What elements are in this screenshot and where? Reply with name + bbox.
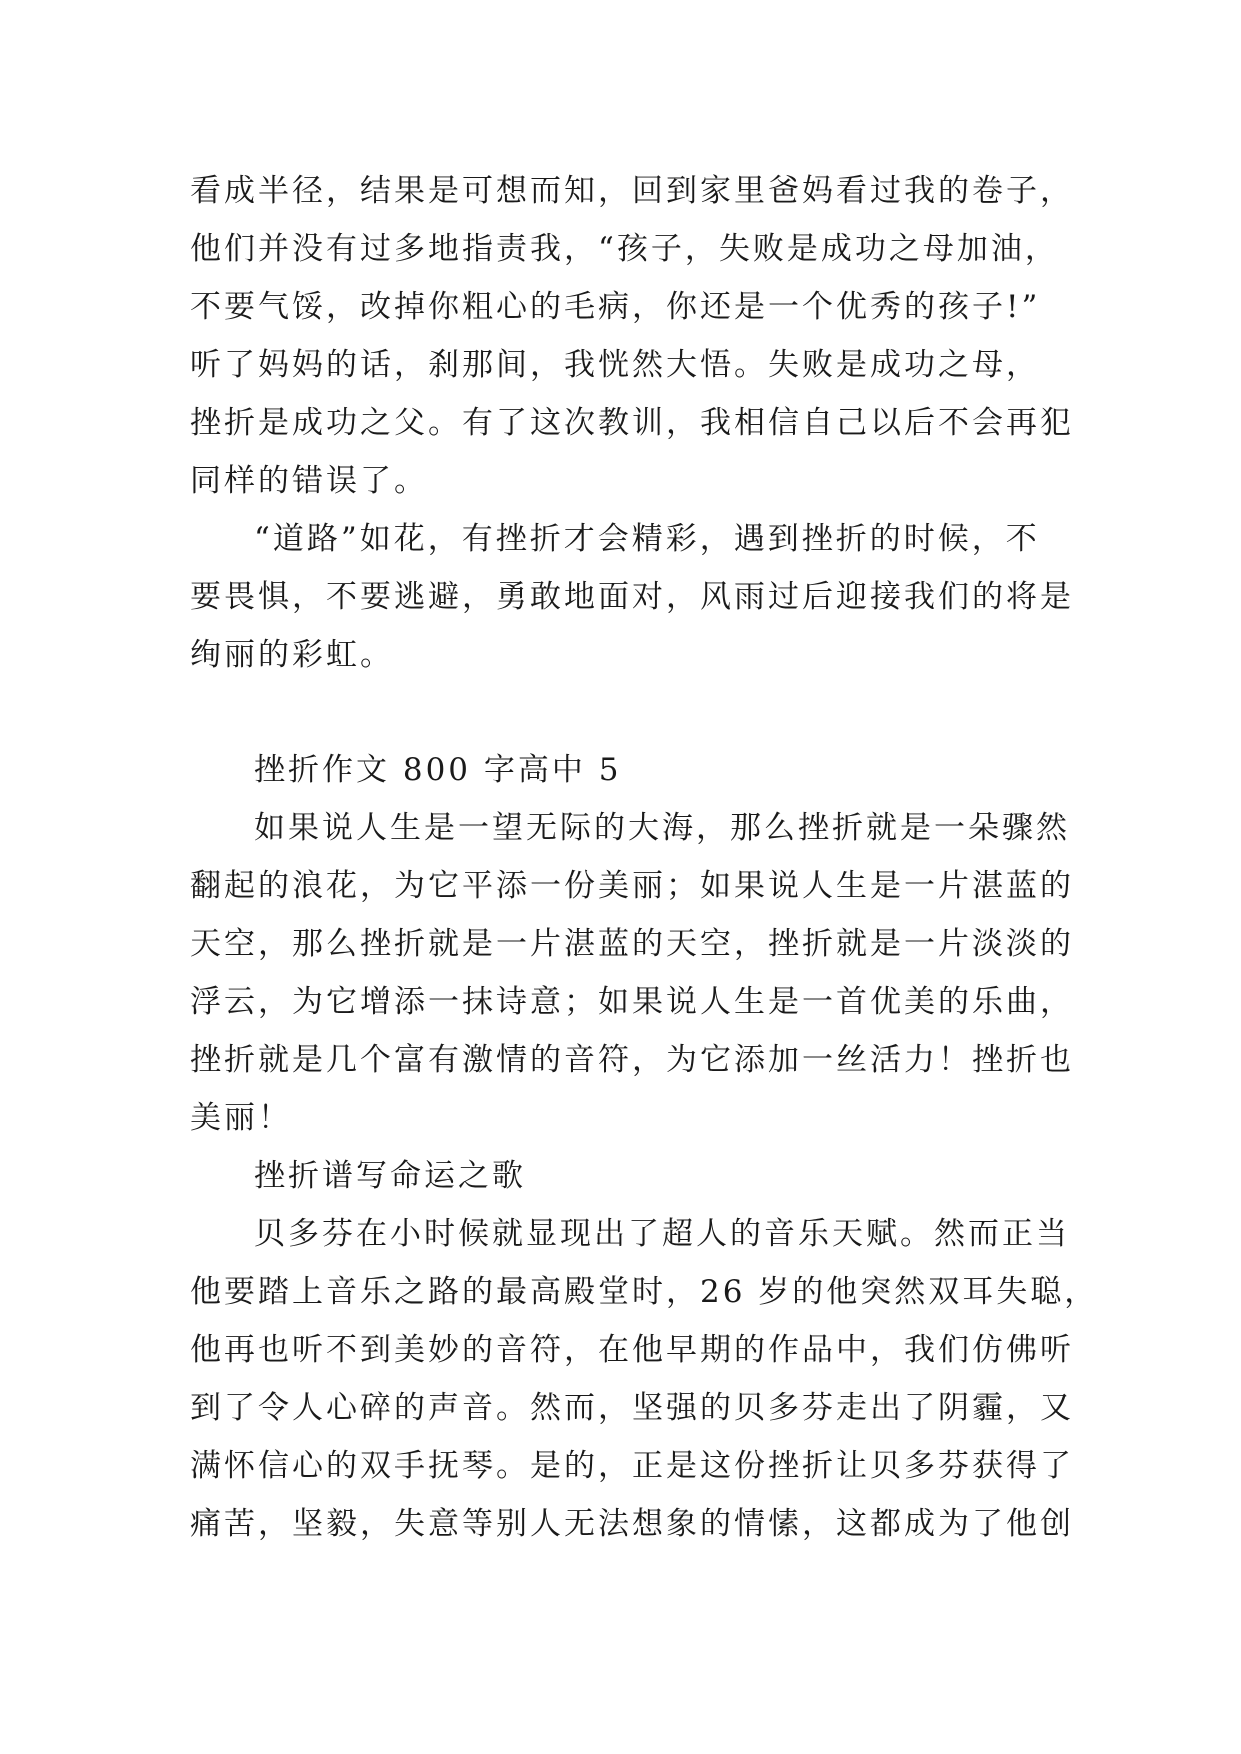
text-line: 听了妈妈的话，刹那间，我恍然大悟。失败是成功之母，	[190, 347, 1040, 383]
text-line: 他再也听不到美妙的音符，在他早期的作品中，我们仿佛听	[190, 1332, 1074, 1368]
text-line: 挫折是成功之父。有了这次教训，我相信自己以后不会再犯	[190, 405, 1074, 441]
text-line: 痛苦，坚毅，失意等别人无法想象的情愫，这都成为了他创	[190, 1506, 1074, 1542]
text-line: 美丽！	[190, 1100, 292, 1136]
paragraph-start-line: “道路”如花，有挫折才会精彩，遇到挫折的时候，不	[254, 521, 1040, 557]
section-heading: 挫折作文 800 字高中 5	[254, 752, 622, 788]
text-line: 满怀信心的双手抚琴。是的，正是这份挫折让贝多芬获得了	[190, 1448, 1074, 1484]
text-line: 到了令人心碎的声音。然而，坚强的贝多芬走出了阴霾，又	[190, 1390, 1074, 1426]
text-line: 天空，那么挫折就是一片湛蓝的天空，挫折就是一片淡淡的	[190, 926, 1074, 962]
text-line: 绚丽的彩虹。	[190, 637, 394, 673]
paragraph-start-line: 如果说人生是一望无际的大海，那么挫折就是一朵骤然	[254, 810, 1070, 846]
text-line: 浮云，为它增添一抹诗意；如果说人生是一首优美的乐曲，	[190, 984, 1074, 1020]
text-line: 翻起的浪花，为它平添一份美丽；如果说人生是一片湛蓝的	[190, 868, 1074, 904]
text-line: 挫折就是几个富有激情的音符，为它添加一丝活力！挫折也	[190, 1042, 1074, 1078]
paragraph-start-line: 贝多芬在小时候就显现出了超人的音乐天赋。然而正当	[254, 1216, 1070, 1252]
text-line: 同样的错误了。	[190, 463, 428, 499]
text-line: 不要气馁，改掉你粗心的毛病，你还是一个优秀的孩子!”	[190, 289, 1041, 325]
text-line: 看成半径，结果是可想而知，回到家里爸妈看过我的卷子，	[190, 173, 1074, 209]
text-line: 他们并没有过多地指责我，“孩子，失败是成功之母加油，	[190, 231, 1059, 267]
text-line: 他要踏上音乐之路的最高殿堂时，26 岁的他突然双耳失聪，	[190, 1274, 1099, 1310]
subheading: 挫折谱写命运之歌	[254, 1158, 526, 1194]
text-line: 要畏惧，不要逃避，勇敢地面对，风雨过后迎接我们的将是	[190, 579, 1074, 615]
